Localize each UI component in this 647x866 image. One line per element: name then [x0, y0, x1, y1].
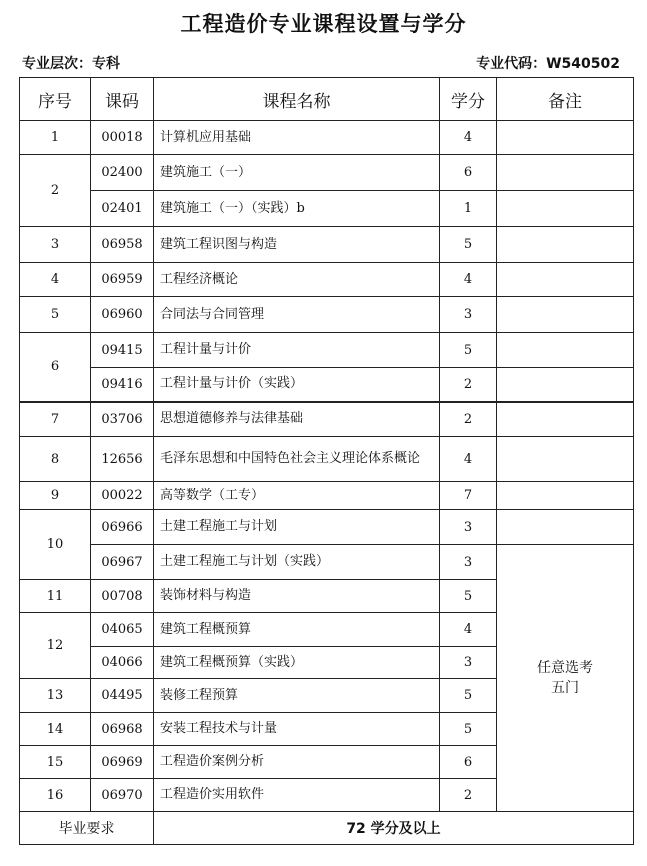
name-cell: 工程造价实用软件: [154, 779, 440, 812]
credit-cell: 2: [440, 779, 497, 812]
header-code: 课码: [91, 78, 154, 121]
code-cell: 06958: [91, 227, 154, 263]
seq-cell: 15: [20, 746, 91, 779]
credit-cell: 5: [440, 227, 497, 263]
code-cell: 00018: [91, 121, 154, 155]
code-cell: 03706: [91, 402, 154, 437]
name-cell: 建筑工程识图与构造: [154, 227, 440, 263]
header-seq: 序号: [20, 78, 91, 121]
seq-cell: 1: [20, 121, 91, 155]
table-row: [20, 227, 634, 263]
graduation-requirement: 72 学分及以上: [154, 812, 634, 845]
major-code: 专业代码：W540502: [476, 56, 620, 72]
name-cell: 工程造价案例分析: [154, 746, 440, 779]
credit-cell: 2: [440, 402, 497, 437]
name-cell: 建筑工程概预算（实践）: [154, 647, 440, 679]
code-cell: 00022: [91, 482, 154, 510]
code-cell: 06959: [91, 263, 154, 297]
name-cell: 建筑工程概预算: [154, 613, 440, 647]
major-level: 专业层次：专科: [22, 56, 120, 72]
credit-cell: 5: [440, 333, 497, 368]
code-cell: 09416: [91, 368, 154, 402]
elective-note-line1: 任意选考: [537, 660, 593, 676]
elective-note: [497, 545, 634, 812]
note-cell: [497, 121, 634, 155]
table-row: [20, 297, 634, 333]
table-row: [20, 191, 634, 227]
course-table: [19, 77, 634, 845]
header-credit: 学分: [440, 78, 497, 121]
name-cell: 高等数学（工专）: [154, 482, 440, 510]
seq-cell: 7: [20, 402, 91, 437]
note-cell: [497, 402, 634, 437]
page-title: 工程造价专业课程设置与学分: [180, 12, 467, 36]
table-row: [20, 155, 634, 191]
note-cell: [497, 333, 634, 368]
name-cell: 装饰材料与构造: [154, 580, 440, 613]
header-row: [20, 78, 634, 121]
elective-note-line2: 五门: [551, 680, 579, 696]
credit-cell: 6: [440, 155, 497, 191]
note-cell: [497, 437, 634, 482]
table-row: [20, 402, 634, 437]
seq-cell: 3: [20, 227, 91, 263]
code-cell: 04066: [91, 647, 154, 679]
name-cell: 土建工程施工与计划: [154, 510, 440, 545]
credit-cell: 4: [440, 437, 497, 482]
name-cell: 建筑施工（一）（实践）b: [154, 191, 440, 227]
credit-cell: 5: [440, 713, 497, 746]
header-name: 课程名称: [154, 78, 440, 121]
name-cell: 毛泽东思想和中国特色社会主义理论体系概论: [154, 437, 440, 482]
code-cell: 02400: [91, 155, 154, 191]
note-cell: [497, 227, 634, 263]
name-cell: 工程经济概论: [154, 263, 440, 297]
table-row: [20, 121, 634, 155]
table-row: [20, 545, 634, 580]
credit-cell: 3: [440, 297, 497, 333]
code-cell: 06969: [91, 746, 154, 779]
name-cell: 合同法与合同管理: [154, 297, 440, 333]
name-cell: 建筑施工（一）: [154, 155, 440, 191]
name-cell: 计算机应用基础: [154, 121, 440, 155]
credit-cell: 7: [440, 482, 497, 510]
name-cell: 土建工程施工与计划（实践）: [154, 545, 440, 580]
seq-cell: 9: [20, 482, 91, 510]
credit-cell: 5: [440, 679, 497, 713]
table-row: [20, 510, 634, 545]
seq-cell: 5: [20, 297, 91, 333]
code-cell: 06966: [91, 510, 154, 545]
seq-cell: 11: [20, 580, 91, 613]
note-cell: [497, 191, 634, 227]
credit-cell: 4: [440, 613, 497, 647]
credit-cell: 3: [440, 545, 497, 580]
note-cell: [497, 155, 634, 191]
note-cell: [497, 263, 634, 297]
credit-cell: 4: [440, 263, 497, 297]
seq-cell: 10: [20, 510, 91, 580]
name-cell: 工程计量与计价: [154, 333, 440, 368]
code-cell: 04495: [91, 679, 154, 713]
credit-cell: 2: [440, 368, 497, 402]
seq-cell: 12: [20, 613, 91, 679]
note-cell: [497, 368, 634, 402]
graduation-label: 毕业要求: [20, 812, 154, 845]
name-cell: 安装工程技术与计量: [154, 713, 440, 746]
seq-cell: 16: [20, 779, 91, 812]
note-cell: [497, 297, 634, 333]
code-cell: 06968: [91, 713, 154, 746]
table-row: [20, 263, 634, 297]
name-cell: 装修工程预算: [154, 679, 440, 713]
seq-cell: 2: [20, 155, 91, 227]
code-cell: 09415: [91, 333, 154, 368]
code-cell: 06960: [91, 297, 154, 333]
seq-cell: 13: [20, 679, 91, 713]
credit-cell: 4: [440, 121, 497, 155]
table-row: [20, 482, 634, 510]
credit-cell: 6: [440, 746, 497, 779]
code-cell: 06970: [91, 779, 154, 812]
header-note: 备注: [497, 78, 634, 121]
code-cell: 04065: [91, 613, 154, 647]
credit-cell: 5: [440, 580, 497, 613]
seq-cell: 6: [20, 333, 91, 402]
code-cell: 00708: [91, 580, 154, 613]
note-cell: [497, 482, 634, 510]
name-cell: 工程计量与计价（实践）: [154, 368, 440, 402]
table-row: [20, 333, 634, 368]
note-cell: [497, 510, 634, 545]
footer-row: [20, 812, 634, 845]
table-row: [20, 368, 634, 402]
name-cell: 思想道德修养与法律基础: [154, 402, 440, 437]
credit-cell: 1: [440, 191, 497, 227]
credit-cell: 3: [440, 510, 497, 545]
credit-cell: 3: [440, 647, 497, 679]
table-row: [20, 437, 634, 482]
seq-cell: 4: [20, 263, 91, 297]
code-cell: 12656: [91, 437, 154, 482]
seq-cell: 14: [20, 713, 91, 746]
code-cell: 02401: [91, 191, 154, 227]
seq-cell: 8: [20, 437, 91, 482]
code-cell: 06967: [91, 545, 154, 580]
